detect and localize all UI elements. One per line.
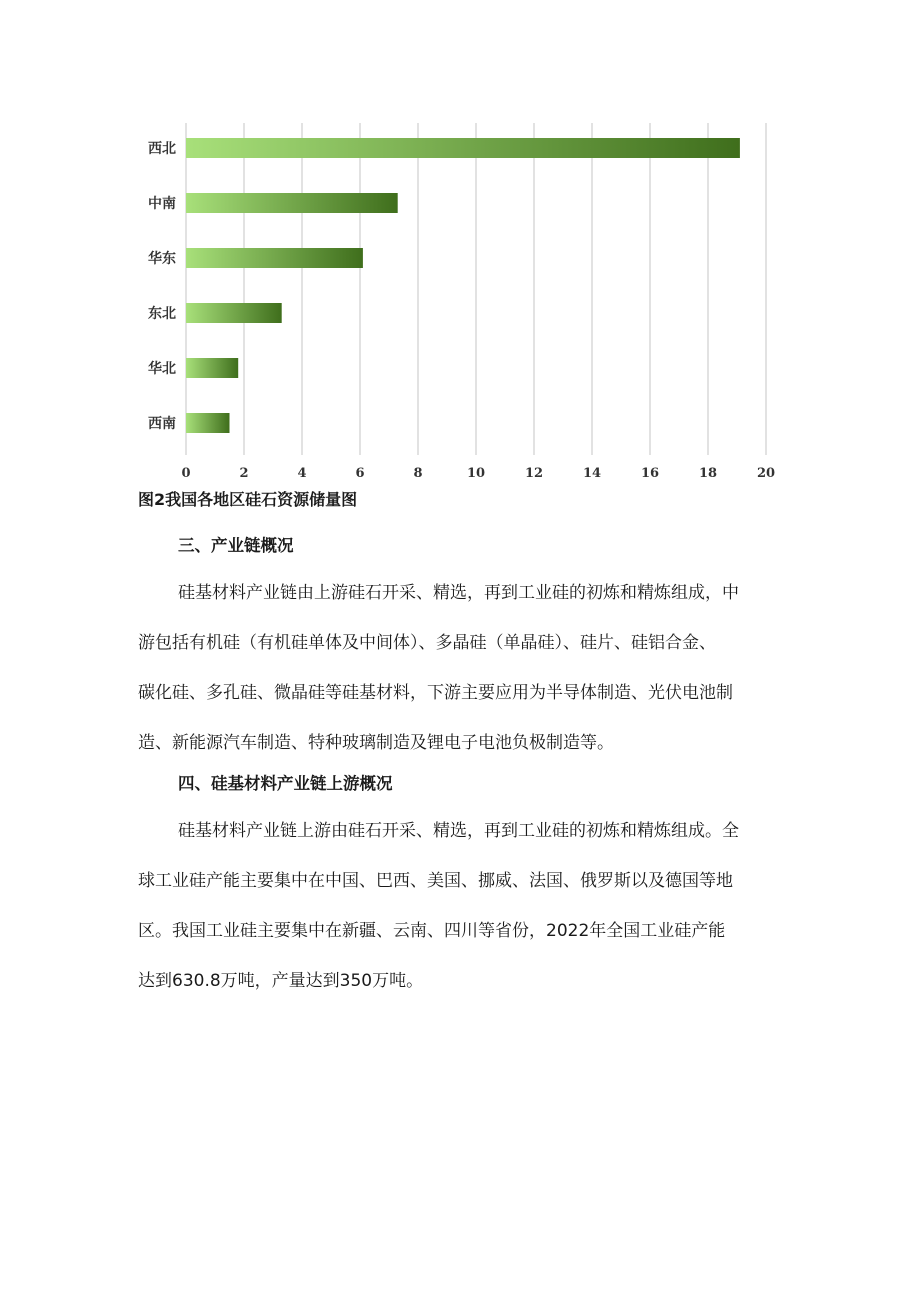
section-heading-industry-chain: 三、产业链概况: [178, 536, 294, 555]
category-label: 西北: [148, 141, 176, 157]
bar-5: [186, 413, 230, 433]
x-tick-label: 0: [181, 466, 191, 481]
x-tick-label: 12: [524, 466, 544, 481]
paragraph-line: 球工业硅产能主要集中在中国、巴西、美国、挪威、法国、俄罗斯以及德国等地: [138, 871, 733, 891]
bar-2: [186, 248, 363, 268]
x-tick-label: 20: [756, 466, 776, 481]
x-tick-label: 16: [640, 466, 660, 481]
paragraph-line: 造、新能源汽车制造、特种玻璃制造及锂电子电池负极制造等。: [138, 733, 614, 753]
x-tick-label: 6: [355, 466, 365, 481]
bar-3: [186, 303, 282, 323]
paragraph-line: 游包括有机硅（有机硅单体及中间体）、多晶硅（单晶硅）、硅片、硅铝合金、: [138, 633, 716, 653]
paragraph-line: 区。我国工业硅主要集中在新疆、云南、四川等省份，2022年全国工业硅产能: [138, 921, 726, 941]
paragraph-line: 达到630.8万吨，产量达到350万吨。: [138, 971, 424, 991]
category-label: 华北: [148, 361, 176, 377]
category-label: 华东: [148, 251, 176, 267]
silica-reserves-bar-chart: [130, 115, 790, 490]
x-tick-label: 4: [297, 466, 307, 481]
paragraph-industry-chain: [138, 568, 788, 768]
chart-category-labels: [148, 141, 176, 432]
bar-1: [186, 193, 398, 213]
x-tick-label: 2: [239, 466, 249, 481]
category-label: 东北: [148, 306, 176, 322]
x-tick-label: 18: [698, 466, 718, 481]
x-tick-label: 8: [413, 466, 423, 481]
paragraph-line: 碳化硅、多孔硅、微晶硅等硅基材料，下游主要应用为半导体制造、光伏电池制: [138, 683, 733, 703]
chart-bars: [186, 138, 740, 433]
chart-gridlines: [186, 123, 766, 455]
category-label: 西南: [148, 416, 176, 432]
x-tick-label: 14: [582, 466, 602, 481]
paragraph-line: 硅基材料产业链上游由硅石开采、精选，再到工业硅的初炼和精炼组成。全: [178, 821, 739, 841]
bar-0: [186, 138, 740, 158]
paragraph-upstream: [138, 806, 788, 1006]
x-tick-label: 10: [466, 466, 486, 481]
figure-caption: 图2我国各地区硅石资源储量图: [138, 490, 358, 509]
bar-4: [186, 358, 238, 378]
paragraph-line: 硅基材料产业链由上游硅石开采、精选，再到工业硅的初炼和精炼组成，中: [178, 583, 739, 603]
section-heading-upstream: 四、硅基材料产业链上游概况: [178, 774, 393, 793]
category-label: 中南: [148, 196, 176, 212]
chart-x-tick-labels: [181, 466, 775, 481]
